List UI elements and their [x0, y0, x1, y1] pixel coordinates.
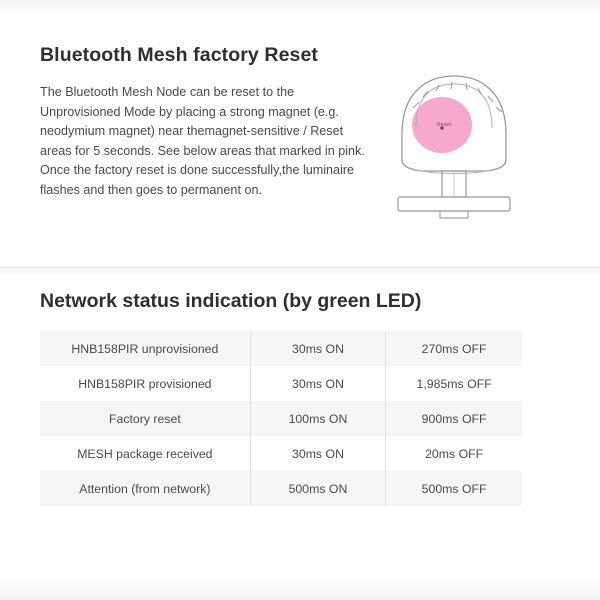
status-on: 100ms ON [250, 401, 386, 436]
status-on: 30ms ON [250, 366, 386, 401]
table-row [40, 436, 522, 471]
table-row [40, 471, 522, 506]
status-off: 500ms OFF [386, 471, 522, 506]
status-on: 30ms ON [250, 331, 386, 366]
factory-reset-paragraph: The Bluetooth Mesh Node can be reset to the Unprovisioned Mode by placing a strong magnet (e.g. neodymium magnet) near themagnet-sensitive / Reset areas for 5 seconds. See below areas that marked in pink. Once the factory reset is done successfully,the luminaire flashes and then goes to permanent on. [40, 85, 365, 197]
status-state: HNB158PIR unprovisioned [40, 331, 250, 366]
luminaire-illustration [382, 62, 572, 237]
status-off: 900ms OFF [386, 401, 522, 436]
status-state: Factory reset [40, 401, 250, 436]
status-off: 270ms OFF [386, 331, 522, 366]
page-title: Bluetooth Mesh factory Reset [40, 44, 319, 66]
table-row [40, 331, 522, 366]
network-status-title: Network status indication (by green LED) [40, 290, 422, 312]
section-divider-shadow [0, 268, 600, 278]
bottom-edge-shadow [0, 578, 600, 600]
factory-reset-section [0, 0, 600, 232]
reset-label: Reset [437, 122, 452, 128]
status-off: 20ms OFF [386, 436, 522, 471]
status-state: Attention (from network) [40, 471, 250, 506]
status-on: 500ms ON [250, 471, 386, 506]
status-state: HNB158PIR provisioned [40, 366, 250, 401]
table-row [40, 401, 522, 436]
table-row [40, 366, 522, 401]
status-off: 1,985ms OFF [386, 366, 522, 401]
network-status-table [40, 331, 522, 506]
network-status-section [0, 290, 600, 506]
status-state: MESH package received [40, 436, 250, 471]
status-on: 30ms ON [250, 436, 386, 471]
